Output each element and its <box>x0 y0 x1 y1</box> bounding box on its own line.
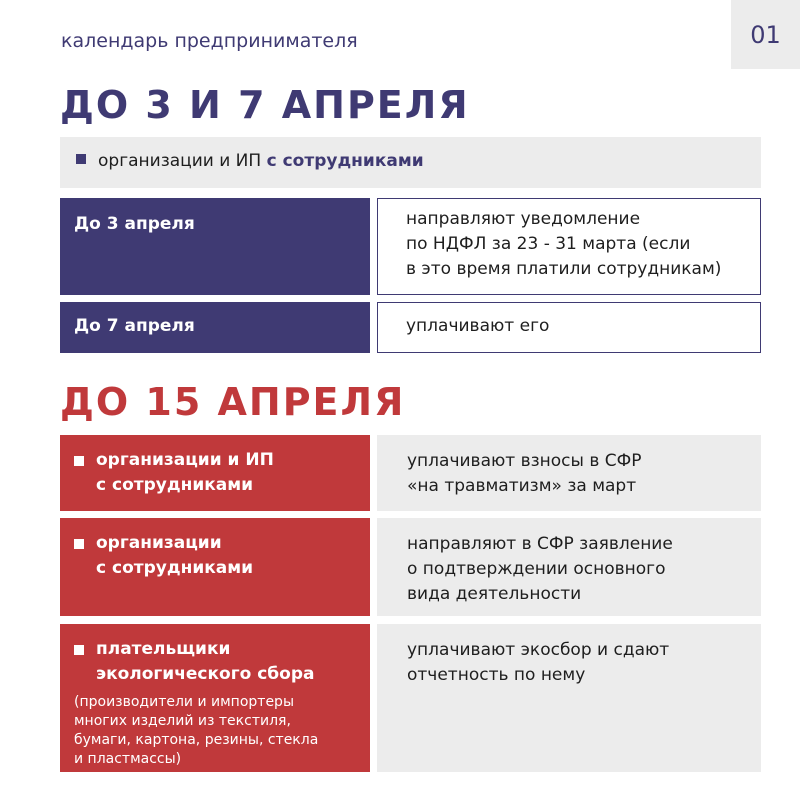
deadline-description-april-3 <box>377 198 761 295</box>
audience-banner <box>60 137 761 188</box>
audience-line: экологического сбора <box>96 664 315 684</box>
audience-line: организации <box>96 533 222 553</box>
description-line: направляют уведомление <box>406 209 641 229</box>
deadline-label-april-3 <box>60 198 370 295</box>
description-line: уплачивают его <box>406 316 550 336</box>
duty-description-activity <box>377 518 761 616</box>
calendar-kicker: календарь предпринимателя <box>61 30 358 52</box>
description-line: направляют в СФР заявление <box>407 534 673 554</box>
deadline-label-text: До 3 апреля <box>74 214 195 234</box>
audience-line: плательщики <box>96 639 231 659</box>
description-line: «на травматизм» за март <box>407 476 637 496</box>
deadline-label-text: До 7 апреля <box>74 316 195 336</box>
description-line: отчетность по нему <box>407 665 586 685</box>
square-bullet-icon <box>74 456 84 466</box>
banner-prefix: организации и ИП <box>98 151 262 171</box>
duty-description-eco-fee <box>377 624 761 772</box>
audience-label-activity <box>60 518 370 616</box>
banner-highlight: с сотрудниками <box>266 151 424 171</box>
square-bullet-icon <box>74 539 84 549</box>
page-number: 01 <box>731 0 800 69</box>
note-line: многих изделий из текстиля, <box>74 713 291 729</box>
duty-description-insurance <box>377 435 761 511</box>
description-line: уплачивают экосбор и сдают <box>407 640 670 660</box>
square-bullet-icon <box>76 154 86 164</box>
description-line: в это время платили сотрудникам) <box>406 259 722 279</box>
audience-line: с сотрудниками <box>96 558 254 578</box>
deadline-description-april-7 <box>377 302 761 353</box>
audience-note <box>74 693 356 769</box>
audience-label-eco-fee <box>60 624 370 772</box>
description-line: о подтверждении основного <box>407 559 666 579</box>
description-line: вида деятельности <box>407 584 582 604</box>
deadline-label-april-7 <box>60 302 370 353</box>
description-line: уплачивают взносы в СФР <box>407 451 642 471</box>
audience-line: с сотрудниками <box>96 475 254 495</box>
audience-line: организации и ИП <box>96 450 274 470</box>
note-line: бумаги, картона, резины, стекла <box>74 732 319 748</box>
section-title-april-3-7: ДО 3 И 7 АПРЕЛЯ <box>60 83 470 127</box>
note-line: (производители и импортеры <box>74 694 294 710</box>
note-line: и пластмассы) <box>74 751 182 767</box>
audience-label-insurance <box>60 435 370 511</box>
section-title-april-15: ДО 15 АПРЕЛЯ <box>60 380 406 424</box>
description-line: по НДФЛ за 23 - 31 марта (если <box>406 234 691 254</box>
square-bullet-icon <box>74 645 84 655</box>
